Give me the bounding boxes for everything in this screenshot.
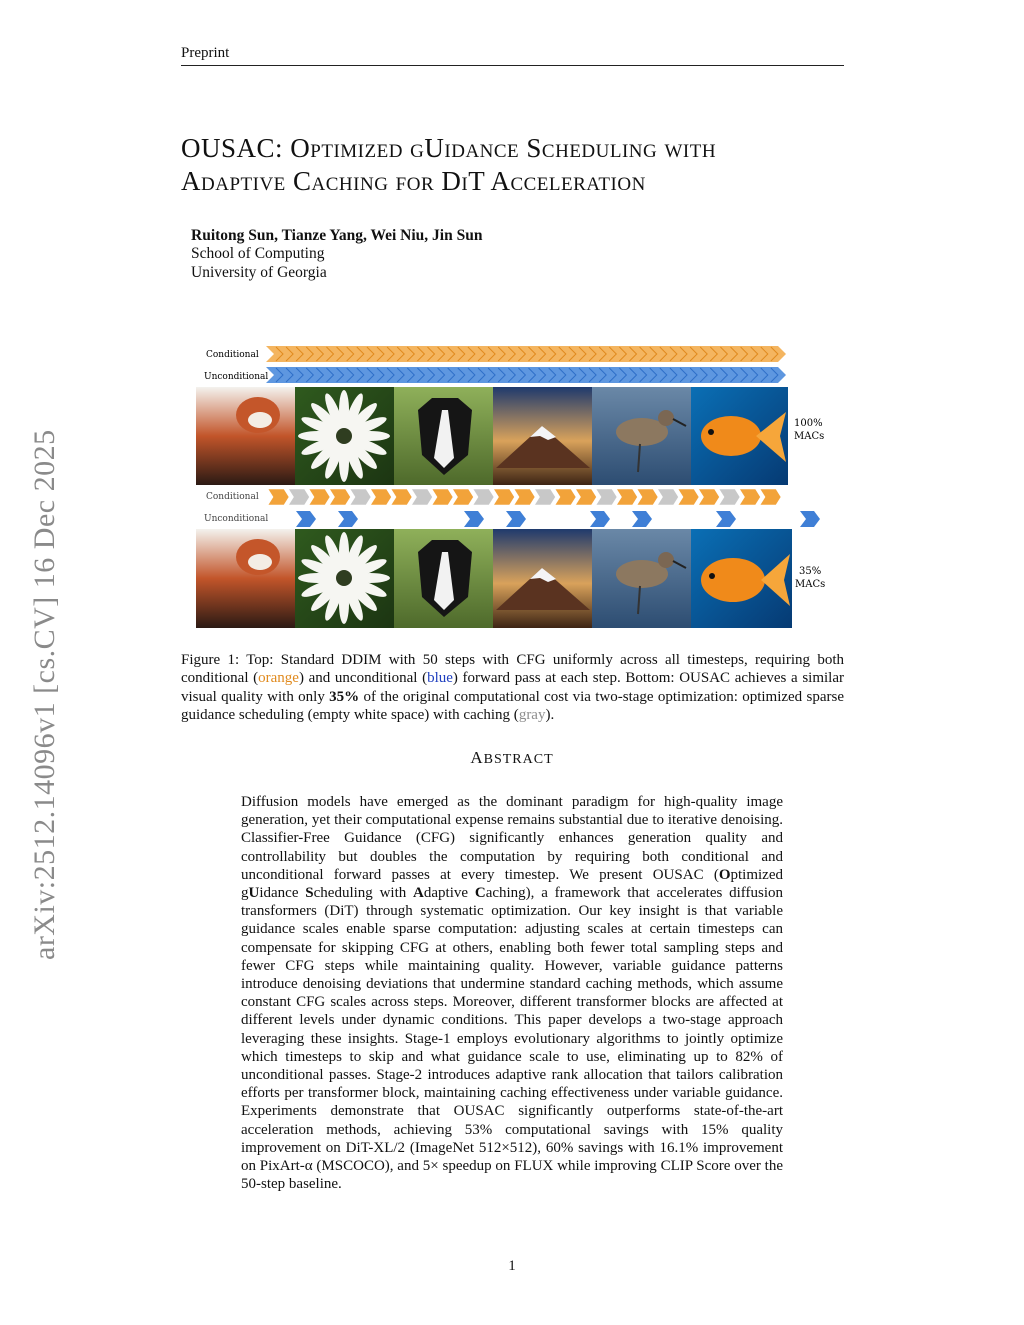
bottom-conditional-step [330,489,351,505]
caption-suffix: ). [545,706,555,723]
title-line-2-text: Adaptive Caching for DiT Acceleration [181,166,646,196]
running-header: Preprint [181,45,230,61]
bottom-conditional-step [371,489,392,505]
abstract-heading-first: A [470,748,484,767]
caption-mid3: of the original computational cost via two-stage optimization: optimized sparse guidance scheduling (empty white space) with caching ( [181,688,844,723]
bottom-conditional-step [678,489,699,505]
bottom-conditional-step [494,489,515,505]
bottom-unconditional-step [506,511,526,527]
bottom-conditional-step [637,489,658,505]
bottom-unconditional-step [632,511,652,527]
fish-body-b [701,558,765,602]
bottom-unconditional-step [296,511,316,527]
abstract-b2: U [248,885,260,902]
abstract-b5: C [474,885,486,902]
bottom-conditional-arrows [268,489,781,505]
page-number: 1 [508,1258,516,1274]
header-rule [181,65,844,66]
bottom-conditional-step [658,489,679,505]
abstract-body [241,793,783,1193]
abstract-t3: cheduling with [313,885,414,902]
author-list: Ruitong Sun, Tianze Yang, Wei Niu, Jin Sun [191,227,483,244]
caption-prefix: Figure 1: Top: Standard DDIM with 50 steps with CFG uniformly across all timesteps, requiring both conditional ( [181,652,844,687]
abstract-t5: aching), a framework that accelerates diffusion transformers (DiT) through systematic optimization. Our key insight is that variable guidance scales enable sparse computation: adjusting scales at certain timesteps can compensate for skipping CFG at others, enabling both fewer total sampling steps and fewer CFG steps while maintaining quality. However, variable guidance patterns introduce denoising deviations that undermine standard caching methods, which assume constant CFG scales across steps. Moreover, different transformer blocks are affected at different levels under dynamic conditions. This paper develops a two-stage approach leveraging these insights. Stage-1 employs evolutionary algorithms to jointly optimize which timesteps to skip and what guidance scale to use, eliminating up to 82% of unconditional passes. Stage-2 introduces adaptive rank allocation that tailors calibration efforts per transformer block, maintaining caching effectiveness under variable guidance. Experiments demonstrate that OUSAC significantly outperforms state-of-the-art acceleration methods, achieving 53% computational savings with 15% quality improvement on DiT-XL/2 (ImageNet 512×512), 60% savings with 16.1% improvement on PixArt-α (MSCOCO), and 5× speedup on FLUX while improving CLIP Score over the 50-step baseline. [241,885,784,1193]
bottom-unconditional-step [464,511,484,527]
top-macs-label: MACs [794,431,825,442]
figure-1-diagram [196,340,836,635]
bottom-conditional-step [555,489,576,505]
title-line-1 [181,132,861,165]
figure-1 [196,340,836,635]
affiliation-department: School of Computing [191,245,325,262]
top-macs-percent: 100% [794,418,823,429]
bottom-conditional-step [289,489,310,505]
abstract-b3: S [305,885,314,902]
abstract-t4: daptive [423,885,475,902]
bottom-conditional-step [350,489,371,505]
bottom-unconditional-step [338,511,358,527]
bottom-conditional-step [309,489,330,505]
top-unconditional-arrows [266,367,786,383]
bottom-conditional-step [760,489,781,505]
caption-mid2: ) forward pass at each step. Bottom: OUSAC achieves a similar visual quality with only [181,670,844,705]
bottom-conditional-step [576,489,597,505]
abstract-heading-rest: BSTRACT [483,752,554,767]
bottom-conditional-step [391,489,412,505]
abstract-t2: idance [259,885,306,902]
caption-blue-word: blue [427,670,453,687]
abstract-t1: ptimized g [241,866,783,902]
top-image-row [196,387,788,485]
bottom-conditional-step [268,489,289,505]
bird-head-b [658,552,674,568]
title-line-1-text: OUSAC: Optimized gUidance Scheduling with [181,133,717,163]
bird-head [658,410,674,426]
bottom-conditional-step [617,489,638,505]
top-unconditional-label: Unconditional [204,372,269,382]
bottom-conditional-step [432,489,453,505]
bottom-conditional-label: Conditional [206,492,259,502]
panda-face [248,412,272,428]
bottom-conditional-step [699,489,720,505]
bottom-unconditional-step [590,511,610,527]
fish-eye [708,429,714,435]
bottom-conditional-step [473,489,494,505]
bottom-conditional-step [740,489,761,505]
abstract-b1: O [718,866,731,883]
bottom-macs-label: MACs [795,579,826,590]
bottom-conditional-step [596,489,617,505]
caption-gray-word: gray [518,706,546,723]
bottom-conditional-step [453,489,474,505]
bottom-conditional-step [514,489,535,505]
arxiv-stamp: arXiv:2512.14096v1 [cs.CV] 16 Dec 2025 [28,429,61,960]
bottom-macs-percent: 35% [799,566,822,577]
abstract-b4: A [413,885,424,902]
bottom-conditional-step [535,489,556,505]
fish-eye-b [709,573,715,579]
bottom-unconditional-label: Unconditional [204,514,269,524]
caption-mid1: ) and unconditional ( [298,670,428,687]
figure-caption [181,651,844,724]
top-conditional-arrows [266,346,786,362]
bottom-unconditional-step [800,511,820,527]
paper-title [181,132,861,198]
daisy-center [336,428,352,444]
title-line-2 [181,165,861,198]
abstract-heading [0,748,1024,768]
bottom-unconditional-step [716,511,736,527]
caption-orange-word: orange [258,670,299,687]
caption-bold-percent: 35% [329,688,360,705]
top-conditional-label: Conditional [206,350,259,360]
bottom-conditional-step [412,489,433,505]
fish-body [701,416,761,456]
bottom-conditional-step [719,489,740,505]
bottom-unconditional-arrows [296,511,820,527]
affiliation-university: University of Georgia [191,264,327,281]
daisy-center-b [336,570,352,586]
panda-face-b [248,554,272,570]
abstract-p1: Diffusion models have emerged as the dominant paradigm for high-quality image generation, yet their computational expense remains substantial due to iterative denoising. Classifier-Free Guidance (CFG) significantly enhances generation quality and controllability but doubles the computation by requiring both conditional and unconditional forward passes at every timestep. We present OUSAC ( [241,794,783,883]
bottom-image-row [196,529,792,628]
